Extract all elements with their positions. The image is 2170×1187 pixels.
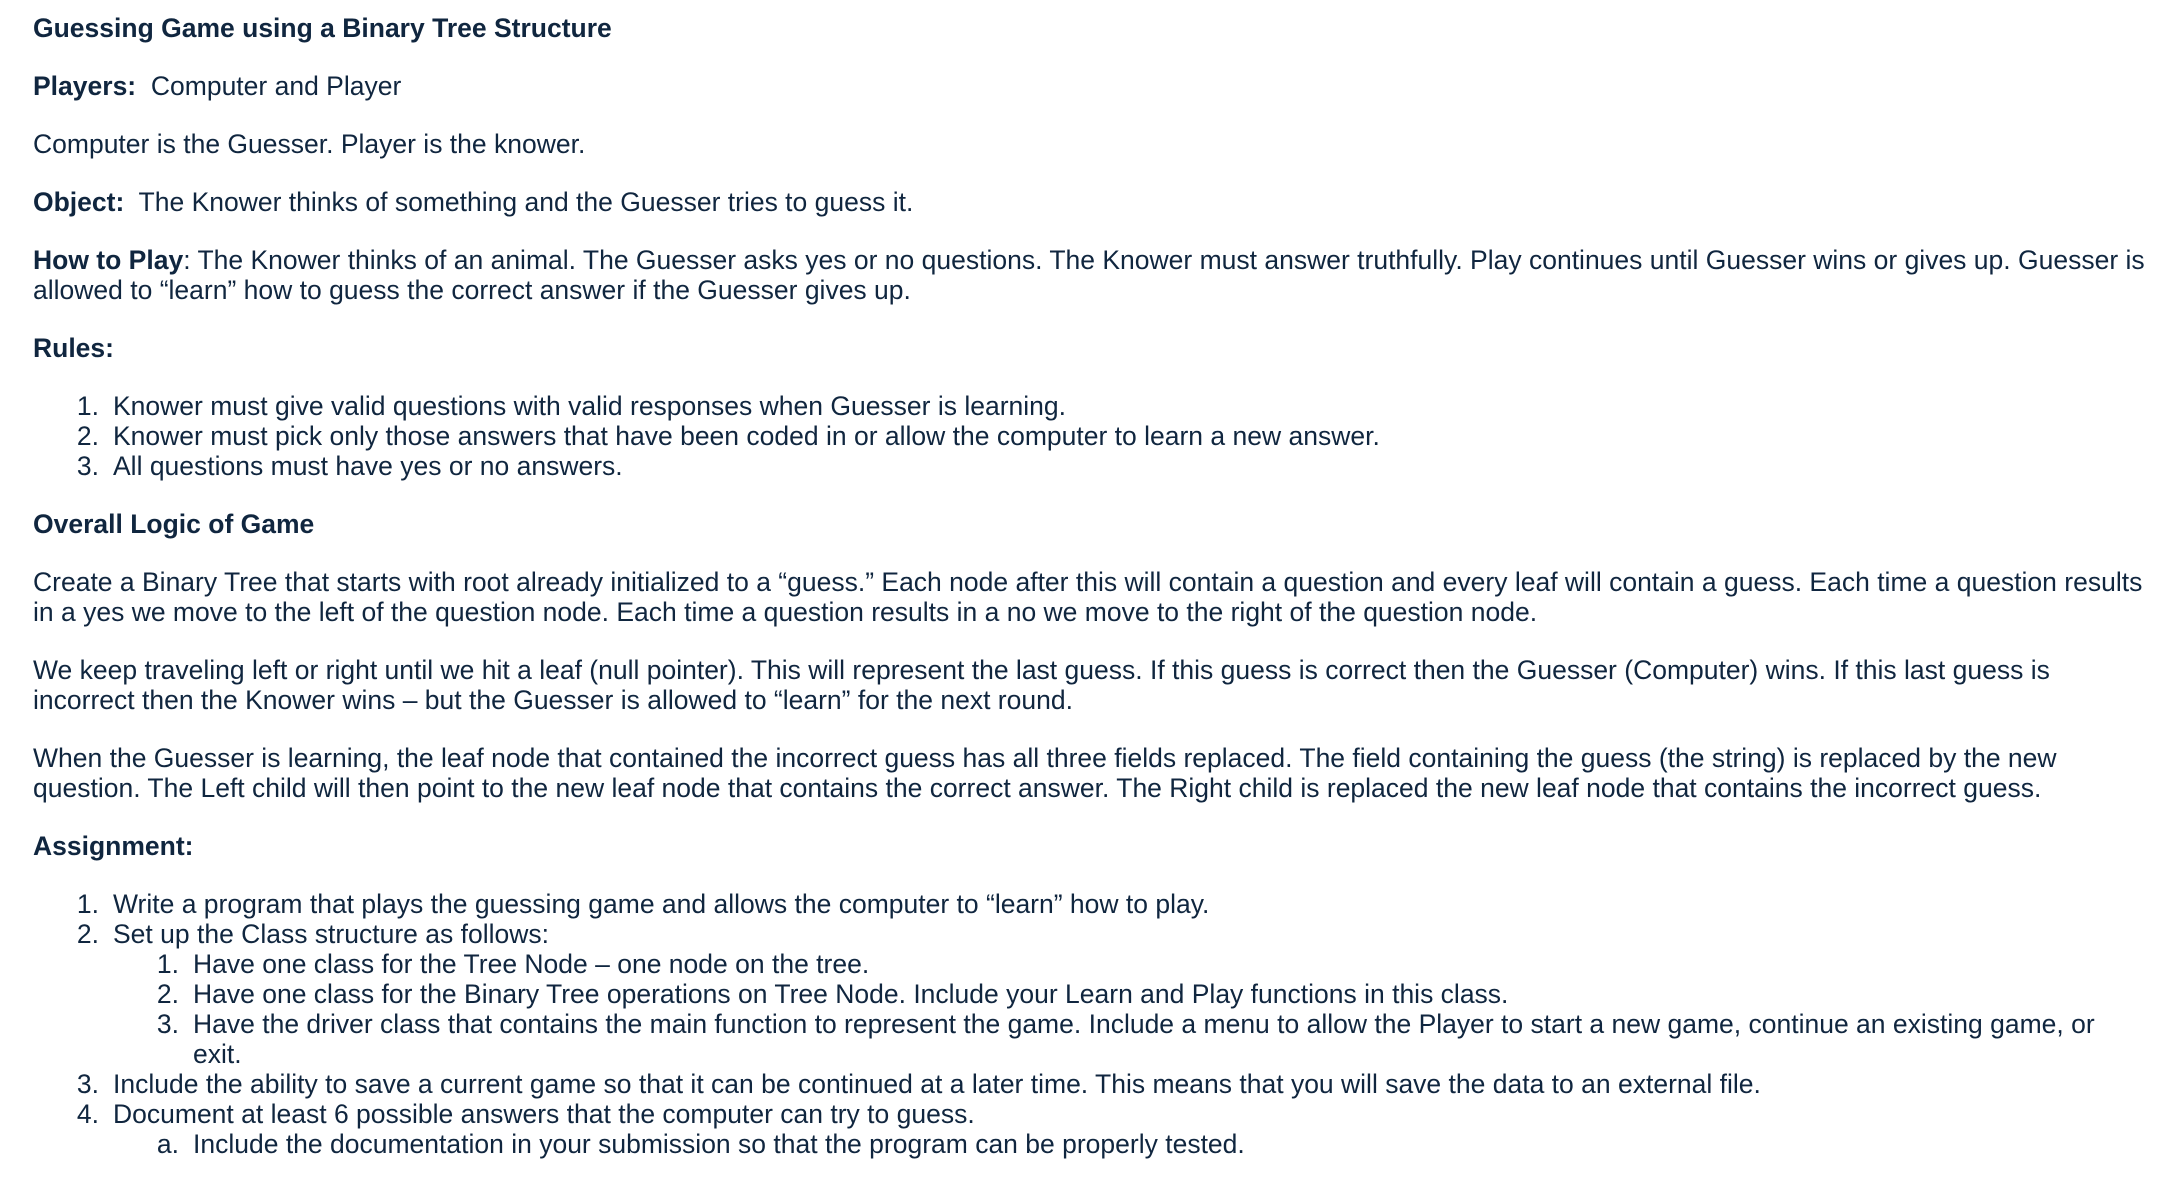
sub-list-item <box>33 949 2150 979</box>
list-number: 2. <box>156 979 179 1009</box>
how-to-play-text: : The Knower thinks of an animal. The Guesser asks yes or no questions. The Knower must answer truthfully. Play continues until Guesser wins or gives up. Guesser is allowed to “learn” how to guess the correct answer if the Guesser gives up. <box>33 245 2145 305</box>
list-number: 2. <box>76 919 99 949</box>
list-text: Write a program that plays the guessing game and allows the computer to “learn” how to play. <box>113 889 1210 919</box>
logic-paragraph: We keep traveling left or right until we hit a leaf (null pointer). This will represent the last guess. If this guess is correct then the Guesser (Computer) wins. If this last guess is incorrect then the Knower wins – but the Guesser is allowed to “learn” for the next round. <box>33 655 2050 715</box>
list-number: a. <box>156 1129 179 1159</box>
object-line <box>33 187 2150 217</box>
document-title: Guessing Game using a Binary Tree Structure <box>33 13 612 43</box>
document <box>33 13 2150 1187</box>
roles-line: Computer is the Guesser. Player is the knower. <box>33 129 586 159</box>
list-text: Knower must pick only those answers that have been coded in or allow the computer to learn a new answer. <box>113 421 1380 451</box>
object-label: Object: <box>33 187 125 217</box>
list-number: 2. <box>76 421 99 451</box>
list-item <box>33 919 2150 949</box>
list-text: Include the ability to save a current game so that it can be continued at a later time. This means that you will save the data to an external file. <box>113 1069 1761 1099</box>
object-text: The Knower thinks of something and the Guesser tries to guess it. <box>138 187 914 217</box>
list-text: Have the driver class that contains the main function to represent the game. Include a menu to allow the Player to start a new game, continue an existing game, or exit. <box>193 1009 2095 1069</box>
assignment-list <box>33 889 2150 1159</box>
list-item <box>33 889 2150 919</box>
list-text: Have one class for the Binary Tree operations on Tree Node. Include your Learn and Play functions in this class. <box>193 979 1509 1009</box>
list-number: 1. <box>76 889 99 919</box>
rules-list <box>33 391 2150 481</box>
list-text: Include the documentation in your submission so that the program can be properly tested. <box>193 1129 1245 1159</box>
players-label: Players: <box>33 71 137 101</box>
list-item <box>33 421 2150 451</box>
logic-heading: Overall Logic of Game <box>33 509 315 539</box>
sub-list-item <box>33 1129 2150 1159</box>
list-item <box>33 451 2150 481</box>
list-number: 1. <box>156 949 179 979</box>
list-text: All questions must have yes or no answers. <box>113 451 623 481</box>
list-text: Set up the Class structure as follows: <box>113 919 549 949</box>
list-number: 3. <box>76 1069 99 1099</box>
list-text: Document at least 6 possible answers that the computer can try to guess. <box>113 1099 975 1129</box>
list-text: Knower must give valid questions with valid responses when Guesser is learning. <box>113 391 1067 421</box>
sub-list-item <box>33 1009 2150 1069</box>
how-to-play-label: How to Play <box>33 245 184 275</box>
logic-paragraph: Create a Binary Tree that starts with root already initialized to a “guess.” Each node after this will contain a question and every leaf will contain a guess. Each time a question results in a yes we move to the left of the question node. Each time a question results in a no we move to the right of the question node. <box>33 567 2143 627</box>
list-text: Have one class for the Tree Node – one node on the tree. <box>193 949 870 979</box>
list-item <box>33 1099 2150 1129</box>
players-text: Computer and Player <box>150 71 402 101</box>
how-to-play-paragraph <box>33 245 2150 305</box>
logic-paragraph: When the Guesser is learning, the leaf node that contained the incorrect guess has all three fields replaced. The field containing the guess (the string) is replaced by the new question. The Left child will then point to the new leaf node that contains the correct answer. The Right child is replaced the new leaf node that contains the incorrect guess. <box>33 743 2057 803</box>
list-number: 3. <box>156 1009 179 1039</box>
list-item <box>33 391 2150 421</box>
list-number: 1. <box>76 391 99 421</box>
list-item <box>33 1069 2150 1099</box>
rules-heading: Rules: <box>33 333 114 363</box>
list-number: 3. <box>76 451 99 481</box>
sub-list-item <box>33 979 2150 1009</box>
assignment-heading: Assignment: <box>33 831 194 861</box>
players-line <box>33 71 2150 101</box>
list-number: 4. <box>76 1099 99 1129</box>
